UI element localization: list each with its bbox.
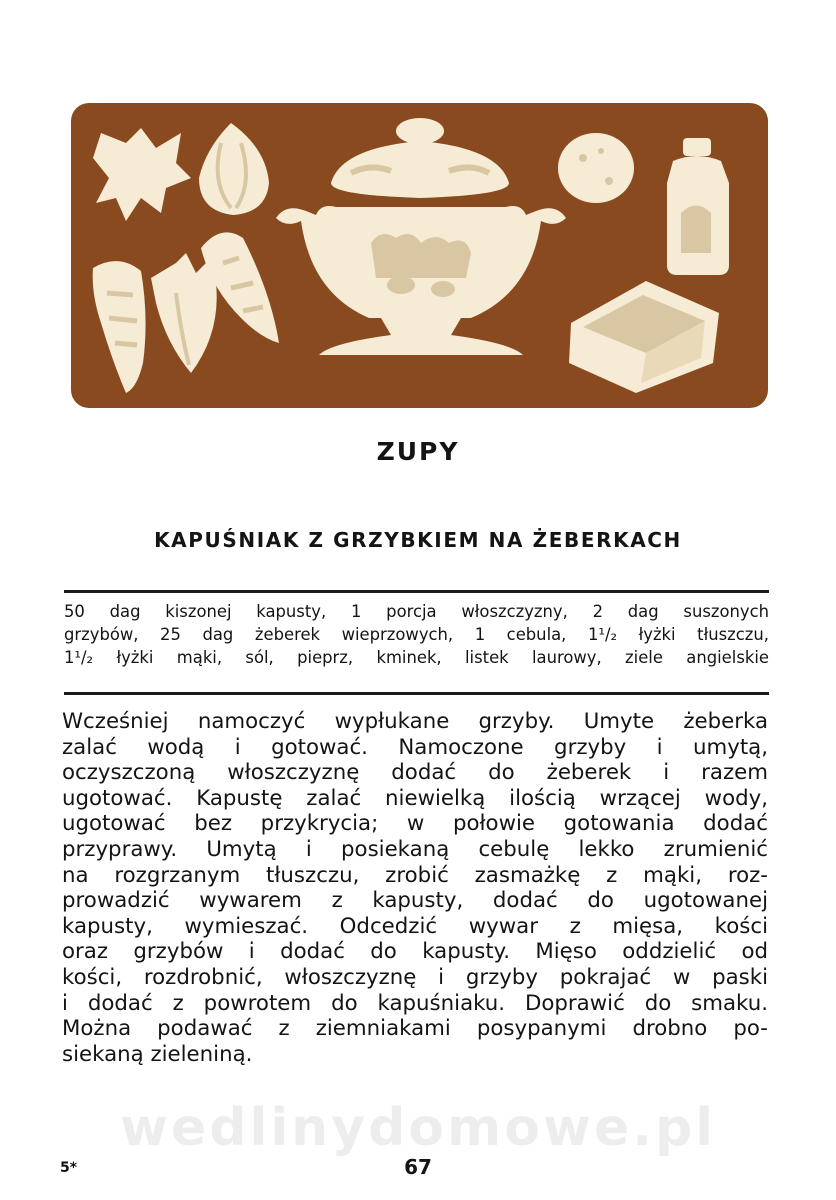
ingredients-line: grzybów, 25 dag żeberek wieprzowych, 1 cebula, 1¹/₂ łyżki tłuszczu, — [64, 625, 769, 644]
method-line: kapusty, wymieszać. Odcedzić wywar z mięsa, kości — [62, 913, 768, 939]
banner-illustration — [71, 103, 768, 408]
ingredients-line: 1¹/₂ łyżki mąki, sól, pieprz, kminek, listek laurowy, ziele angielskie — [64, 648, 769, 667]
method-line: prowadzić wywarem z kapusty, dodać do ugotowanej — [62, 888, 768, 914]
section-title: ZUPY — [376, 437, 460, 466]
potato-icon — [558, 133, 634, 203]
onion-icon — [199, 123, 269, 215]
celery-leaf-icon — [93, 128, 191, 221]
method-line: i dodać z powrotem do kapuśniaku. Doprawić do smaku. — [62, 990, 768, 1016]
illustration-banner — [71, 103, 768, 408]
method-line: siekaną zieleniną. — [62, 1041, 253, 1067]
divider-top — [64, 590, 769, 593]
method-line: oczyszczoną włoszczyznę dodać do żeberek i razem — [62, 760, 768, 786]
bottle-icon — [667, 138, 729, 275]
butter-block-icon — [569, 281, 719, 393]
method-line: Można podawać z ziemniakami posypanymi drobno po- — [62, 1016, 768, 1042]
method-line: Wcześniej namoczyć wypłukane grzyby. Umyte żeberka — [62, 709, 768, 734]
tureen-icon — [276, 118, 566, 355]
ingredients-list — [64, 600, 769, 669]
method-line: przyprawy. Umytą i posiekaną cebulę lekko zrumienić — [62, 836, 768, 862]
method-line: oraz grzybów i dodać do kapusty. Mięso oddzielić od — [62, 939, 768, 965]
method-line: ugotować bez przykrycia; w połowie gotowania dodać — [62, 811, 768, 837]
divider-bottom — [64, 692, 769, 695]
page-number: 67 — [404, 1155, 432, 1179]
method-line: zalać wodą i gotować. Namoczone grzyby i umytą, — [62, 734, 768, 760]
carrot-left-icon — [93, 261, 146, 393]
method-text — [62, 709, 768, 1067]
ingredients-line: 50 dag kiszonej kapusty, 1 porcja włoszczyzny, 2 dag suszonych — [64, 602, 769, 621]
watermark: wedlinydomowe.pl — [119, 1098, 717, 1158]
method-line: na rozgrzanym tłuszczu, zrobić zasmażkę z mąki, roz- — [62, 862, 768, 888]
method-line: ugotować. Kapustę zalać niewielką ilością wrzącej wody, — [62, 785, 768, 811]
method-line: kości, rozdrobnić, włoszczyznę i grzyby pokrajać w paski — [62, 964, 768, 990]
signature-mark: 5* — [60, 1160, 78, 1176]
recipe-title: KAPUŚNIAK Z GRZYBKIEM NA ŻEBERKACH — [154, 528, 682, 552]
leek-icon — [151, 253, 217, 373]
